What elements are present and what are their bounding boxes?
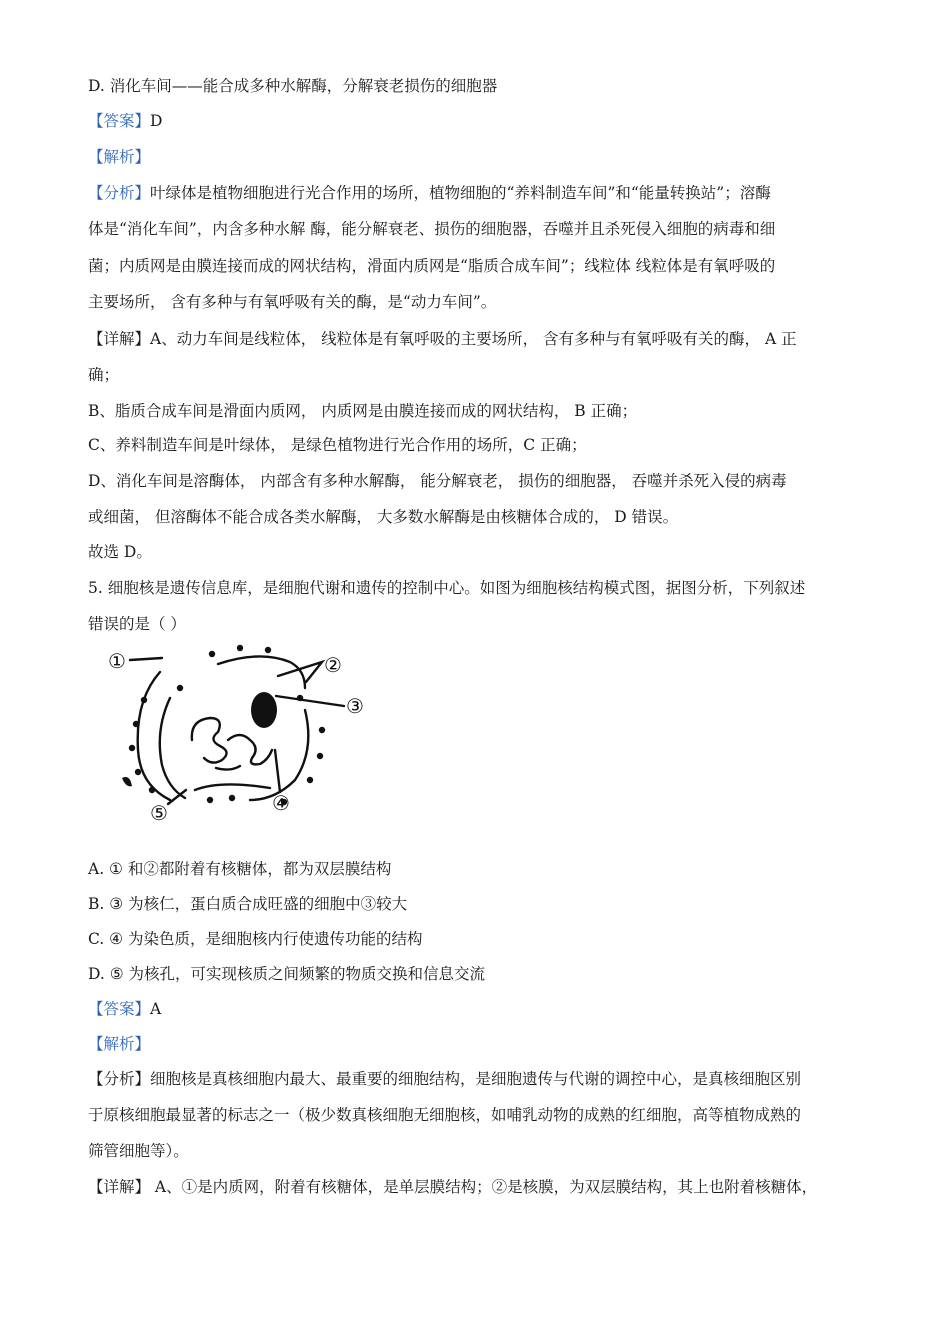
question-5-line-1: 5. 细胞核是遗传信息库，是细胞代谢和遗传的控制中心。如图为细胞核结构模式图，据图分析，下列叙述 <box>88 579 806 597</box>
analysis-line-1 <box>88 183 771 203</box>
label-5: ⑤ <box>150 801 168 825</box>
detail-line-2: 确； <box>88 366 120 384</box>
option-b: B. ③ 为核仁，蛋白质合成旺盛的细胞中③较大 <box>88 895 408 913</box>
analysis-line-6: 于原核细胞最显著的标志之一（极少数真核细胞无细胞核，如哺乳动物的成熟的红细胞，高等植物成熟的 <box>88 1106 802 1124</box>
question-5-line-2: 错误的是（ ） <box>88 615 186 633</box>
analysis-heading: 【解析】 <box>88 1035 151 1053</box>
pore-fragment <box>122 777 132 786</box>
label-4: ④ <box>272 791 290 815</box>
membrane-bottom-arc <box>195 784 270 790</box>
analysis-line-7: 筛管细胞等）。 <box>88 1142 189 1160</box>
analysis-line-3: 菌；内质网是由膜连接而成的网状结构，滑面内质网是“脂质合成车间”；线粒体 线粒体是有氧呼吸的 <box>88 257 776 275</box>
ribosomes <box>129 645 325 805</box>
analysis-text: 叶绿体是植物细胞进行光合作用的场所，植物细胞的“养料制造车间”和“能量转换站”；溶酶 <box>150 184 771 202</box>
analysis-heading-prev: 【解析】 <box>88 148 151 166</box>
detail-line-7: 【详解】 A、①是内质网，附着有核糖体，是单层膜结构；②是核膜，为双层膜结构，其上也附着核糖体， <box>88 1178 818 1196</box>
analysis-line-4: 主要场所， 含有多种与有氧呼吸有关的酶，是“动力车间”。 <box>88 293 497 311</box>
analysis-line-2: 体是“消化车间”，内含多种水解 酶，能分解衰老、损伤的细胞器，吞噬并且杀死侵入细胞的病毒和细 <box>88 220 776 238</box>
pointer-1 <box>130 658 162 660</box>
option-c: C. ④ 为染色质，是细胞核内行使遗传功能的结构 <box>88 930 423 948</box>
option-d-prev: D. 消化车间——能合成多种水解酶，分解衰老损伤的细胞器 <box>88 77 498 95</box>
answer-line-prev <box>88 111 162 131</box>
label-2: ② <box>324 653 342 677</box>
answer-line <box>88 999 161 1019</box>
er-outer-arc <box>138 672 170 800</box>
analysis-text-2: 细胞核是真核细胞内最大、最重要的细胞结构，是细胞遗传与代谢的调控中心，是真核细胞区别 <box>150 1070 802 1088</box>
nucleus-structure-diagram <box>100 640 380 830</box>
answer-tag-2: 【答案】 <box>88 1000 151 1018</box>
analysis-tag-2: 【分析】 <box>88 1070 151 1088</box>
analysis-line-5 <box>88 1069 801 1089</box>
chromatin-c <box>216 766 240 770</box>
label-3: ③ <box>346 694 364 718</box>
nucleolus <box>251 692 277 728</box>
pointer-4 <box>275 750 280 792</box>
pointer-3 <box>276 696 344 706</box>
detail-line-4: C、养料制造车间是叶绿体， 是绿色植物进行光合作用的场所，C 正确； <box>88 436 587 454</box>
detail-line-1: 【详解】A、动力车间是线粒体， 线粒体是有氧呼吸的主要场所， 含有多种与有氧呼吸有关的酶， A 正 <box>88 330 797 348</box>
label-1: ① <box>108 649 126 673</box>
conclusion-line: 故选 D。 <box>88 543 152 561</box>
detail-line-5: D、消化车间是溶酶体， 内部含有多种水解酶， 能分解衰老， 损伤的细胞器， 吞噬并杀死入侵的病毒 <box>88 472 787 490</box>
analysis-tag: 【分析】 <box>88 184 151 202</box>
option-a: A. ① 和②都附着有核糖体，都为双层膜结构 <box>88 860 392 878</box>
membrane-inner-left <box>160 698 185 798</box>
detail-line-6: 或细菌， 但溶酶体不能合成各类水解酶， 大多数水解酶是由核糖体合成的， D 错误。 <box>88 508 679 526</box>
option-d: D. ⑤ 为核孔，可实现核质之间频繁的物质交换和信息交流 <box>88 965 486 983</box>
detail-line-3: B、脂质合成车间是滑面内质网， 内质网是由膜连接而成的网状结构， B 正确； <box>88 402 638 420</box>
chromatin-b <box>228 735 272 764</box>
answer-value: D <box>150 112 163 130</box>
chromatin-a <box>192 718 227 763</box>
answer-tag: 【答案】 <box>88 112 151 130</box>
answer-value-2: A <box>150 1000 162 1018</box>
